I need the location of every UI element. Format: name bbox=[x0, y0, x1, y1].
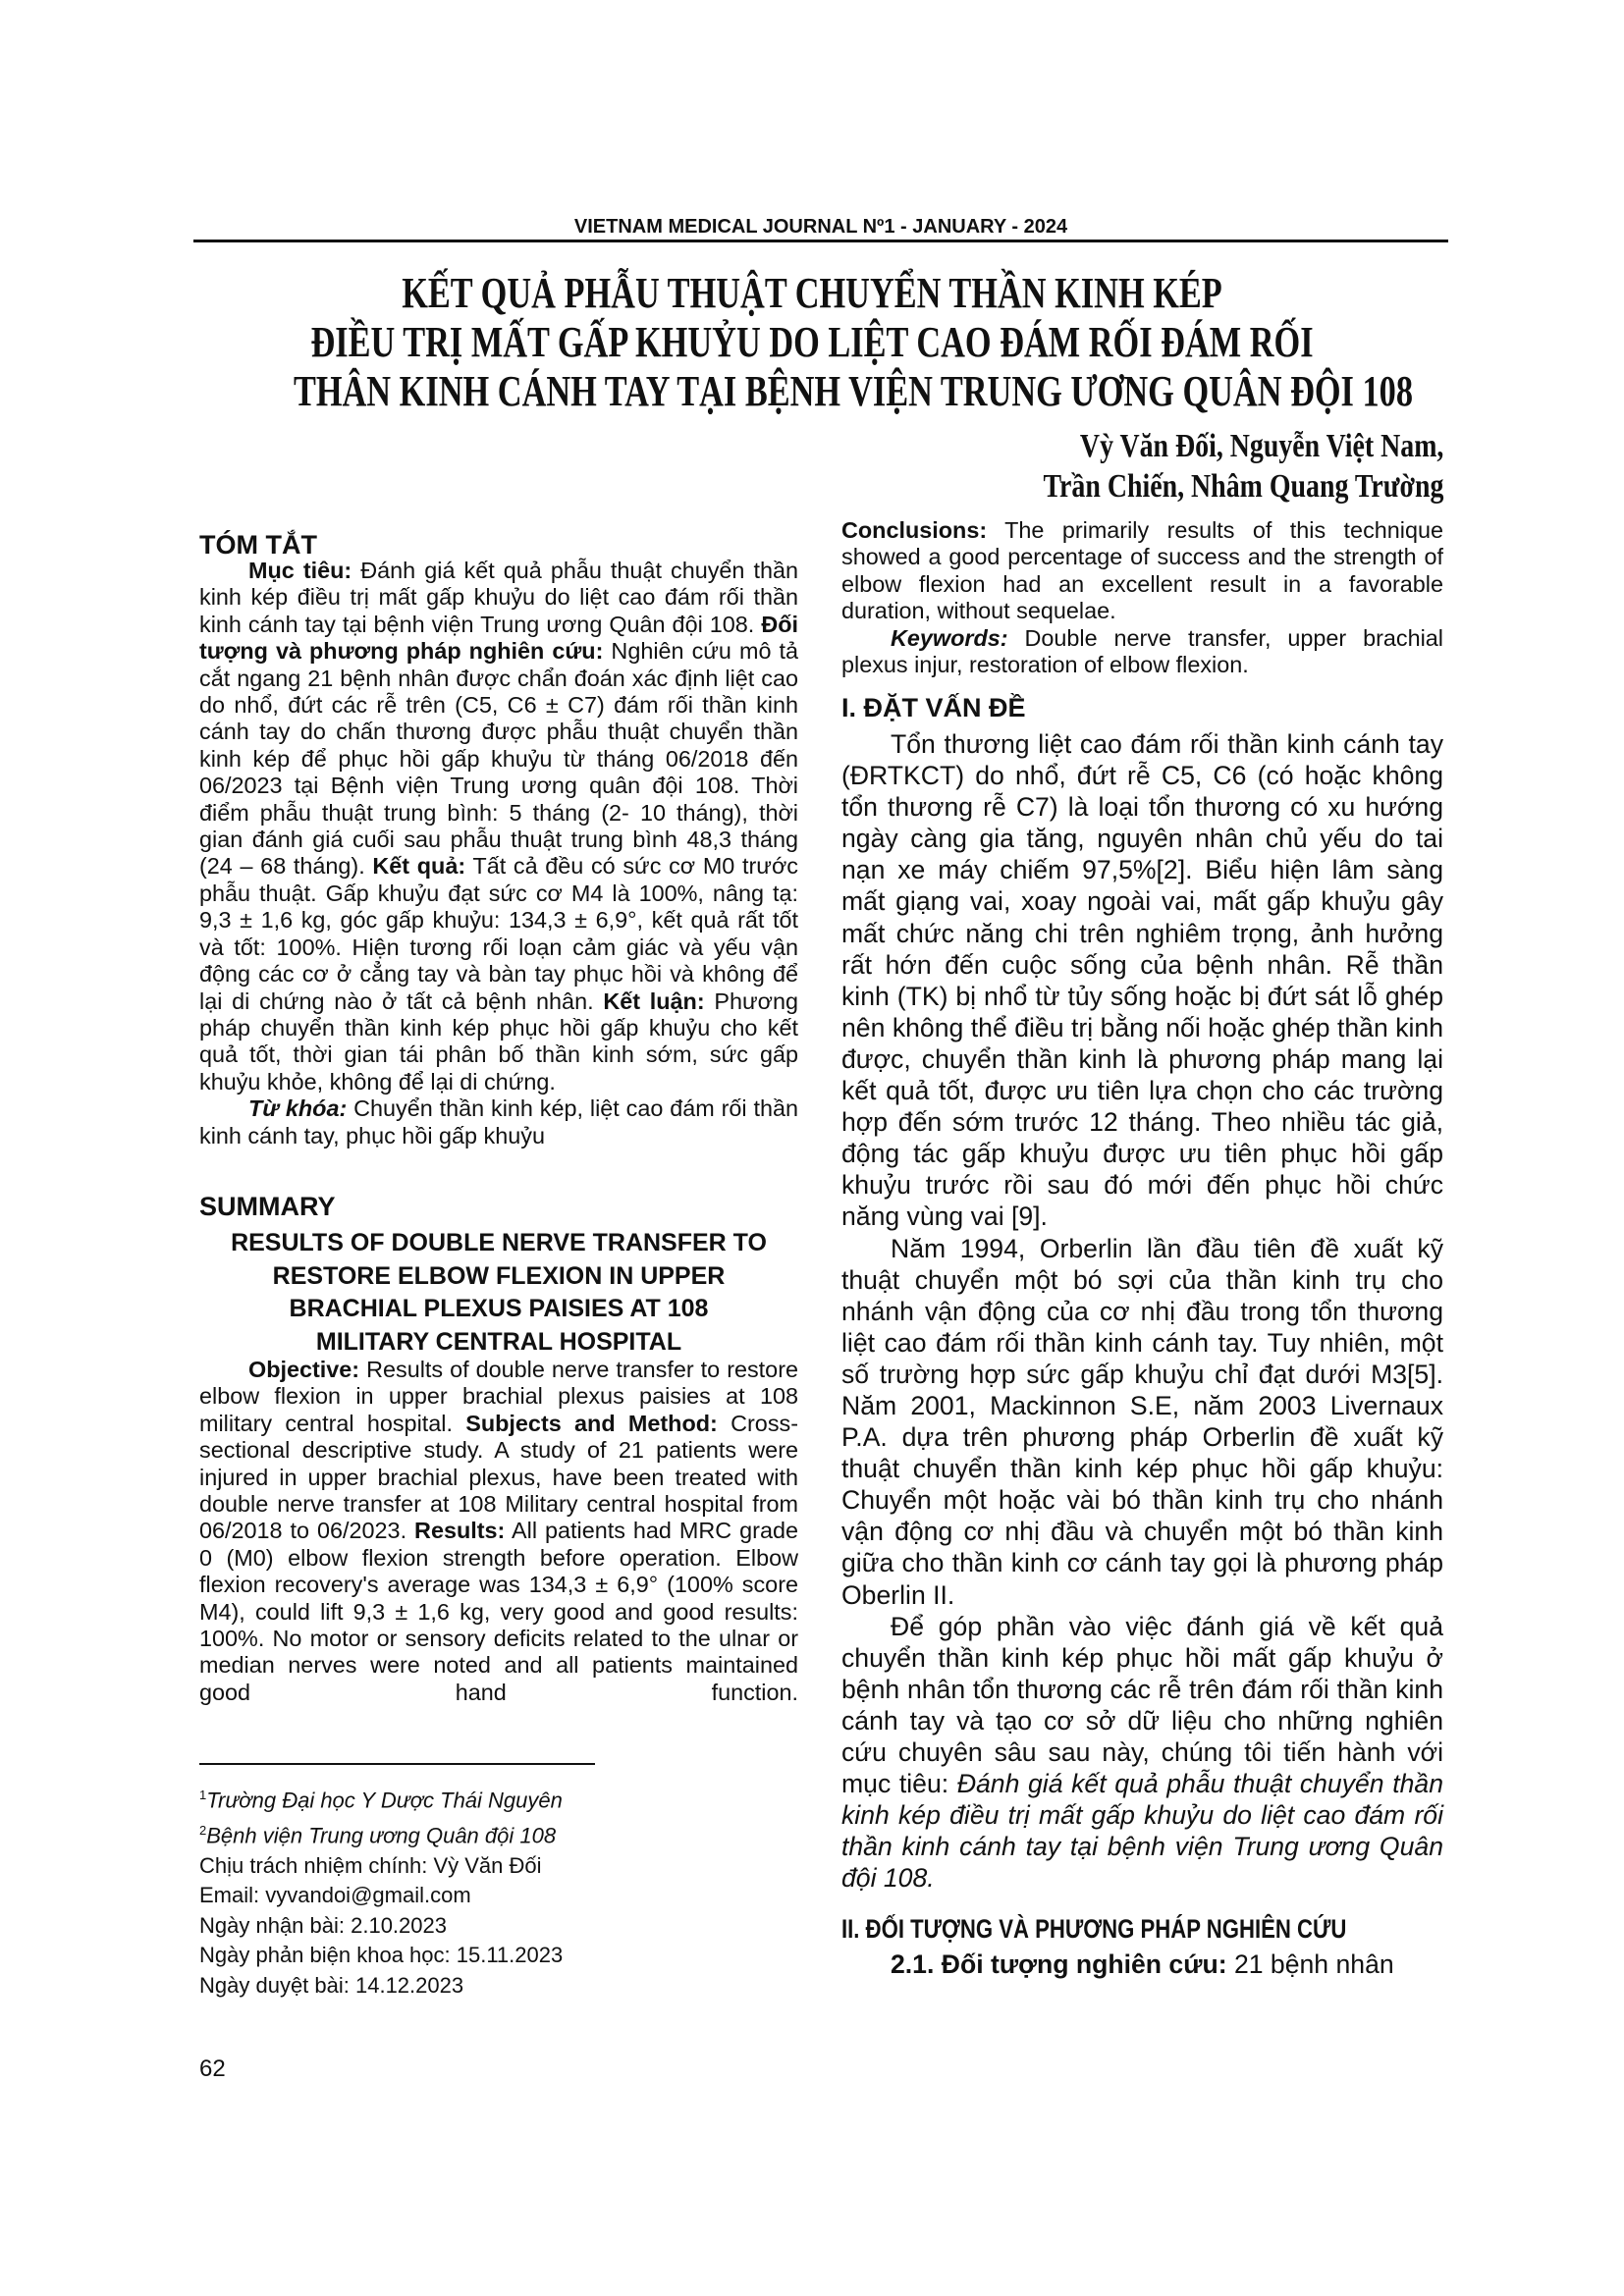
label-run: Mục tiêu: bbox=[248, 558, 352, 583]
text-run: Tổn thương liệt cao đám rối thần kinh cánh tay (ĐRTKCT) do nhổ, đứt rễ C5, C6 (có hoặc không tổn thương rễ C7) là loại tổn thương có xu hướng ngày càng gia tăng, nguyên nhân chủ yếu do tai nạn xe máy chiếm 97,5%[2]. Biểu hiện lâm sàng mất giạng vai, xoay ngoài vai, mất gấp khuỷu gây mất chức năng chi trên nghiêm trọng, ảnh hưởng rất hớn đến cuộc sống của bệnh nhân. Rễ thần kinh (TK) bị nhổ từ tủy sống hoặc bị đứt sát lỗ ghép nên không thể điều trị bằng nối hoặc ghép thần kinh được, chuyển thần kinh là phương pháp mang lại kết quả tốt, được ưu tiên lựa chọn cho các trường hợp đến sớm trước 12 tháng. Theo nhiều tác giả, động tác gấp khuỷu được ưu tiên phục hồi gấp khuỷu trước rồi sau đó mới đến phục hồi chức năng vùng vai [9]. bbox=[841, 729, 1443, 1232]
author-list bbox=[955, 426, 1443, 507]
date-received: Ngày nhận bài: 2.10.2023 bbox=[199, 1912, 447, 1938]
title-line: ĐIỀU TRỊ MẤT GẤP KHUỶU DO LIỆT CAO ĐÁM RỐI ĐÁM RỐI bbox=[310, 318, 1314, 366]
introduction-heading: I. ĐẶT VẤN ĐỀ bbox=[841, 693, 1026, 722]
summary-heading: SUMMARY bbox=[199, 1192, 336, 1221]
text-run: The primarily results of this technique showed a good percentage of success and the strength of elbow flexion had an excellent result in a favorable duration, without sequelae. bbox=[841, 517, 1443, 624]
label-run: Đối tượng và phương pháp nghiên cứu: bbox=[199, 611, 798, 665]
affiliation-mark: 2 bbox=[199, 1822, 207, 1838]
corresponding-author: Chịu trách nhiệm chính: Vỳ Văn Đối bbox=[199, 1852, 542, 1878]
label-run: Objective: bbox=[248, 1357, 360, 1382]
label-run: Đánh giá kết quả phẫu thuật chuyển thần kinh kép điều trị mất gấp khuỷu do liệt cao đám rối thần kinh cánh tay tại bệnh viện Trung ương Quân đội 108. bbox=[841, 1769, 1443, 1894]
label-run: Keywords: bbox=[891, 624, 1008, 651]
methods-heading: II. ĐỐI TƯỢNG VÀ PHƯƠNG PHÁP NGHIÊN CỨU bbox=[841, 1914, 1347, 1944]
text-run: All patients had MRC grade 0 (M0) elbow flexion strength before operation. Elbow flexion recovery's average was 134,3 ± 6,9° (100% score M4), could lift 9,3 ± 1,6 kg, very good and good results: 100%. No motor or sensory deficits related to the ulnar or median nerves were noted and all patients maintained good hand function. bbox=[199, 1518, 798, 1705]
text-run: Đánh giá kết quả phẫu thuật chuyển thần kinh kép điều trị mất gấp khuỷu do liệt cao đám rối thần kinh cánh tay tại bệnh viện Trung ương Quân đội 108. bbox=[199, 558, 798, 637]
label-run: Kết luận: bbox=[603, 988, 705, 1014]
footnotes bbox=[199, 1781, 563, 2001]
subsection-line bbox=[841, 1949, 1443, 1980]
footnote-divider bbox=[199, 1763, 595, 1765]
label-run: Kết quả: bbox=[372, 853, 466, 880]
summary-title-line: MILITARY CENTRAL HOSPITAL bbox=[315, 1327, 682, 1356]
affiliation bbox=[199, 1816, 563, 1851]
journal-running-header: VIETNAM MEDICAL JOURNAL Nº1 - JANUARY - 2024 bbox=[573, 216, 1068, 238]
abstract-vi bbox=[199, 558, 798, 1149]
summary-title bbox=[199, 1227, 798, 1359]
date-reviewed: Ngày phản biện khoa học: 15.11.2023 bbox=[199, 1943, 564, 1968]
text-run: Double nerve transfer, upper brachial plexus injur, restoration of elbow flexion. bbox=[841, 624, 1443, 678]
email: Email: vyvandoi@gmail.com bbox=[199, 1883, 471, 1908]
authors-line: Trần Chiến, Nhâm Quang Trường bbox=[1043, 468, 1443, 505]
summary-continued bbox=[841, 517, 1443, 678]
text-run: Để góp phần vào việc đánh giá về kết quả chuyển thần kinh kép phục hồi mất gấp khuỷu ở bệnh nhân tổn thương các rễ trên đám rối thần kinh cánh tay và tạo cơ sở dữ liệu cho những nghiên cứu chuyên sâu sau này, chúng tôi tiến hành với mục tiêu: bbox=[841, 1611, 1443, 1799]
summary-title-line: RESTORE ELBOW FLEXION IN UPPER bbox=[272, 1261, 726, 1290]
summary-paragraph bbox=[199, 1357, 798, 1706]
text-run: Phương pháp chuyển thần kinh kép phục hồi gấp khuỷu cho kết quả tốt, thời gian tái phân bố thần kinh sớm, sức gấp khuỷu khỏe, không để lại di chứng. bbox=[199, 988, 799, 1095]
affiliation-text: Trường Đại học Y Dược Thái Nguyên bbox=[206, 1788, 563, 1813]
methods-subsection bbox=[841, 1949, 1443, 1980]
subsection-text: 21 bệnh nhân bbox=[1226, 1949, 1394, 1979]
header-divider bbox=[193, 240, 1448, 242]
text-run: Results of double nerve transfer to restore elbow flexion in upper brachial plexus paisies at 108 military central hospital. bbox=[199, 1357, 798, 1436]
introduction-paragraph bbox=[841, 728, 1443, 1233]
subsection-label: 2.1. Đối tượng nghiên cứu: bbox=[891, 1949, 1227, 1979]
article-title bbox=[147, 269, 1477, 416]
authors-line: Vỳ Văn Đối, Nguyễn Việt Nam, bbox=[1079, 428, 1443, 464]
label-run: Conclusions: bbox=[841, 517, 988, 543]
text-run: Chuyển thần kinh kép, liệt cao đám rối thần kinh cánh tay, phục hồi gấp khuỷu bbox=[199, 1095, 798, 1148]
label-run: Results: bbox=[414, 1518, 506, 1544]
introduction-body bbox=[841, 728, 1443, 1894]
summary-conclusions bbox=[841, 517, 1443, 625]
date-accepted: Ngày duyệt bài: 14.12.2023 bbox=[199, 1972, 464, 1998]
label-run: Subjects and Method: bbox=[465, 1410, 718, 1436]
text-run: Năm 1994, Orberlin lần đầu tiên đề xuất kỹ thuật chuyển một bó sợi của thần kinh trụ cho nhánh vận động của cơ nhị đầu trong tổn thương liệt cao đám rối thần kinh cánh tay. Tuy nhiên, một số trường hợp sức gấp khuỷu chỉ đạt dưới M3[5]. Năm 2001, Mackinnon S.E, năm 2003 Livernaux P.A. dựa trên phương pháp Orberlin đề xuất kỹ thuật chuyển thần kinh kép phục hồi gấp khuỷu: Chuyển một hoặc vài bó thần kinh trụ cho nhánh vận động cơ nhị đầu và chuyển một bó thần kinh giữa cho thần kinh cơ cánh tay gọi là phương pháp Oberlin II. bbox=[841, 1233, 1443, 1610]
title-line: THÂN KINH CÁNH TAY TẠI BỆNH VIỆN TRUNG ƯƠNG QUÂN ĐỘI 108 bbox=[293, 367, 1413, 415]
title-line: KẾT QUẢ PHẪU THUẬT CHUYỂN THẦN KINH KÉP bbox=[402, 269, 1222, 317]
summary-title-line: RESULTS OF DOUBLE NERVE TRANSFER TO bbox=[231, 1229, 767, 1256]
abstract-vi-heading: TÓM TẮT bbox=[199, 530, 317, 560]
introduction-paragraph bbox=[841, 1611, 1443, 1895]
affiliation bbox=[199, 1781, 563, 1816]
affiliation-text: Bệnh viện Trung ương Quân đội 108 bbox=[206, 1823, 557, 1848]
page-number: 62 bbox=[199, 2056, 226, 2082]
summary-title-line: BRACHIAL PLEXUS PAISIES AT 108 bbox=[289, 1295, 709, 1323]
introduction-paragraph bbox=[841, 1233, 1443, 1611]
abstract-vi-paragraph bbox=[199, 558, 798, 1095]
text-run: Tất cả đều có sức cơ M0 trước phẫu thuật. Gấp khuỷu đạt sức cơ M4 là 100%, nâng tạ: 9,3 ± 1,6 kg, góc gấp khuỷu: 134,3 ± 6,9°, kết quả rất tốt và tốt: 100%. Hiện tương rối loạn cảm giác và yếu vận động các cơ ở cẳng tay và bàn tay phục hồi và không để lại di chứng nào ở tất cả bệnh nhân. bbox=[199, 853, 798, 1014]
text-run: Nghiên cứu mô tả cắt ngang 21 bệnh nhân được chẩn đoán xác định liệt cao do nhổ, đứt các rễ trên (C5, C6 ± C7) đám rối thần kinh cánh tay do chấn thương được phẫu thuật chuyển thần kinh kép để phục hồi gấp khuỷu từ tháng 06/2018 đến 06/2023 tại Bệnh viện Trung ương quân đội 108. Thời điểm phẫu thuật trung bình: 5 tháng (2- 10 tháng), thời gian đánh giá cuối sau phẫu thuật trung bình 48,3 tháng (24 – 68 tháng). bbox=[199, 638, 799, 880]
label-run: Từ khóa: bbox=[248, 1095, 348, 1122]
text-run: Cross-sectional descriptive study. A study of 21 patients were injured in upper brachial plexus, have been treated with double nerve transfer at 108 Military central hospital from 06/2018 to 06/2023. bbox=[199, 1410, 798, 1544]
summary-body bbox=[199, 1357, 798, 1706]
affiliation-mark: 1 bbox=[199, 1788, 207, 1802]
keywords-vi bbox=[199, 1095, 798, 1149]
keywords-en bbox=[841, 625, 1443, 679]
